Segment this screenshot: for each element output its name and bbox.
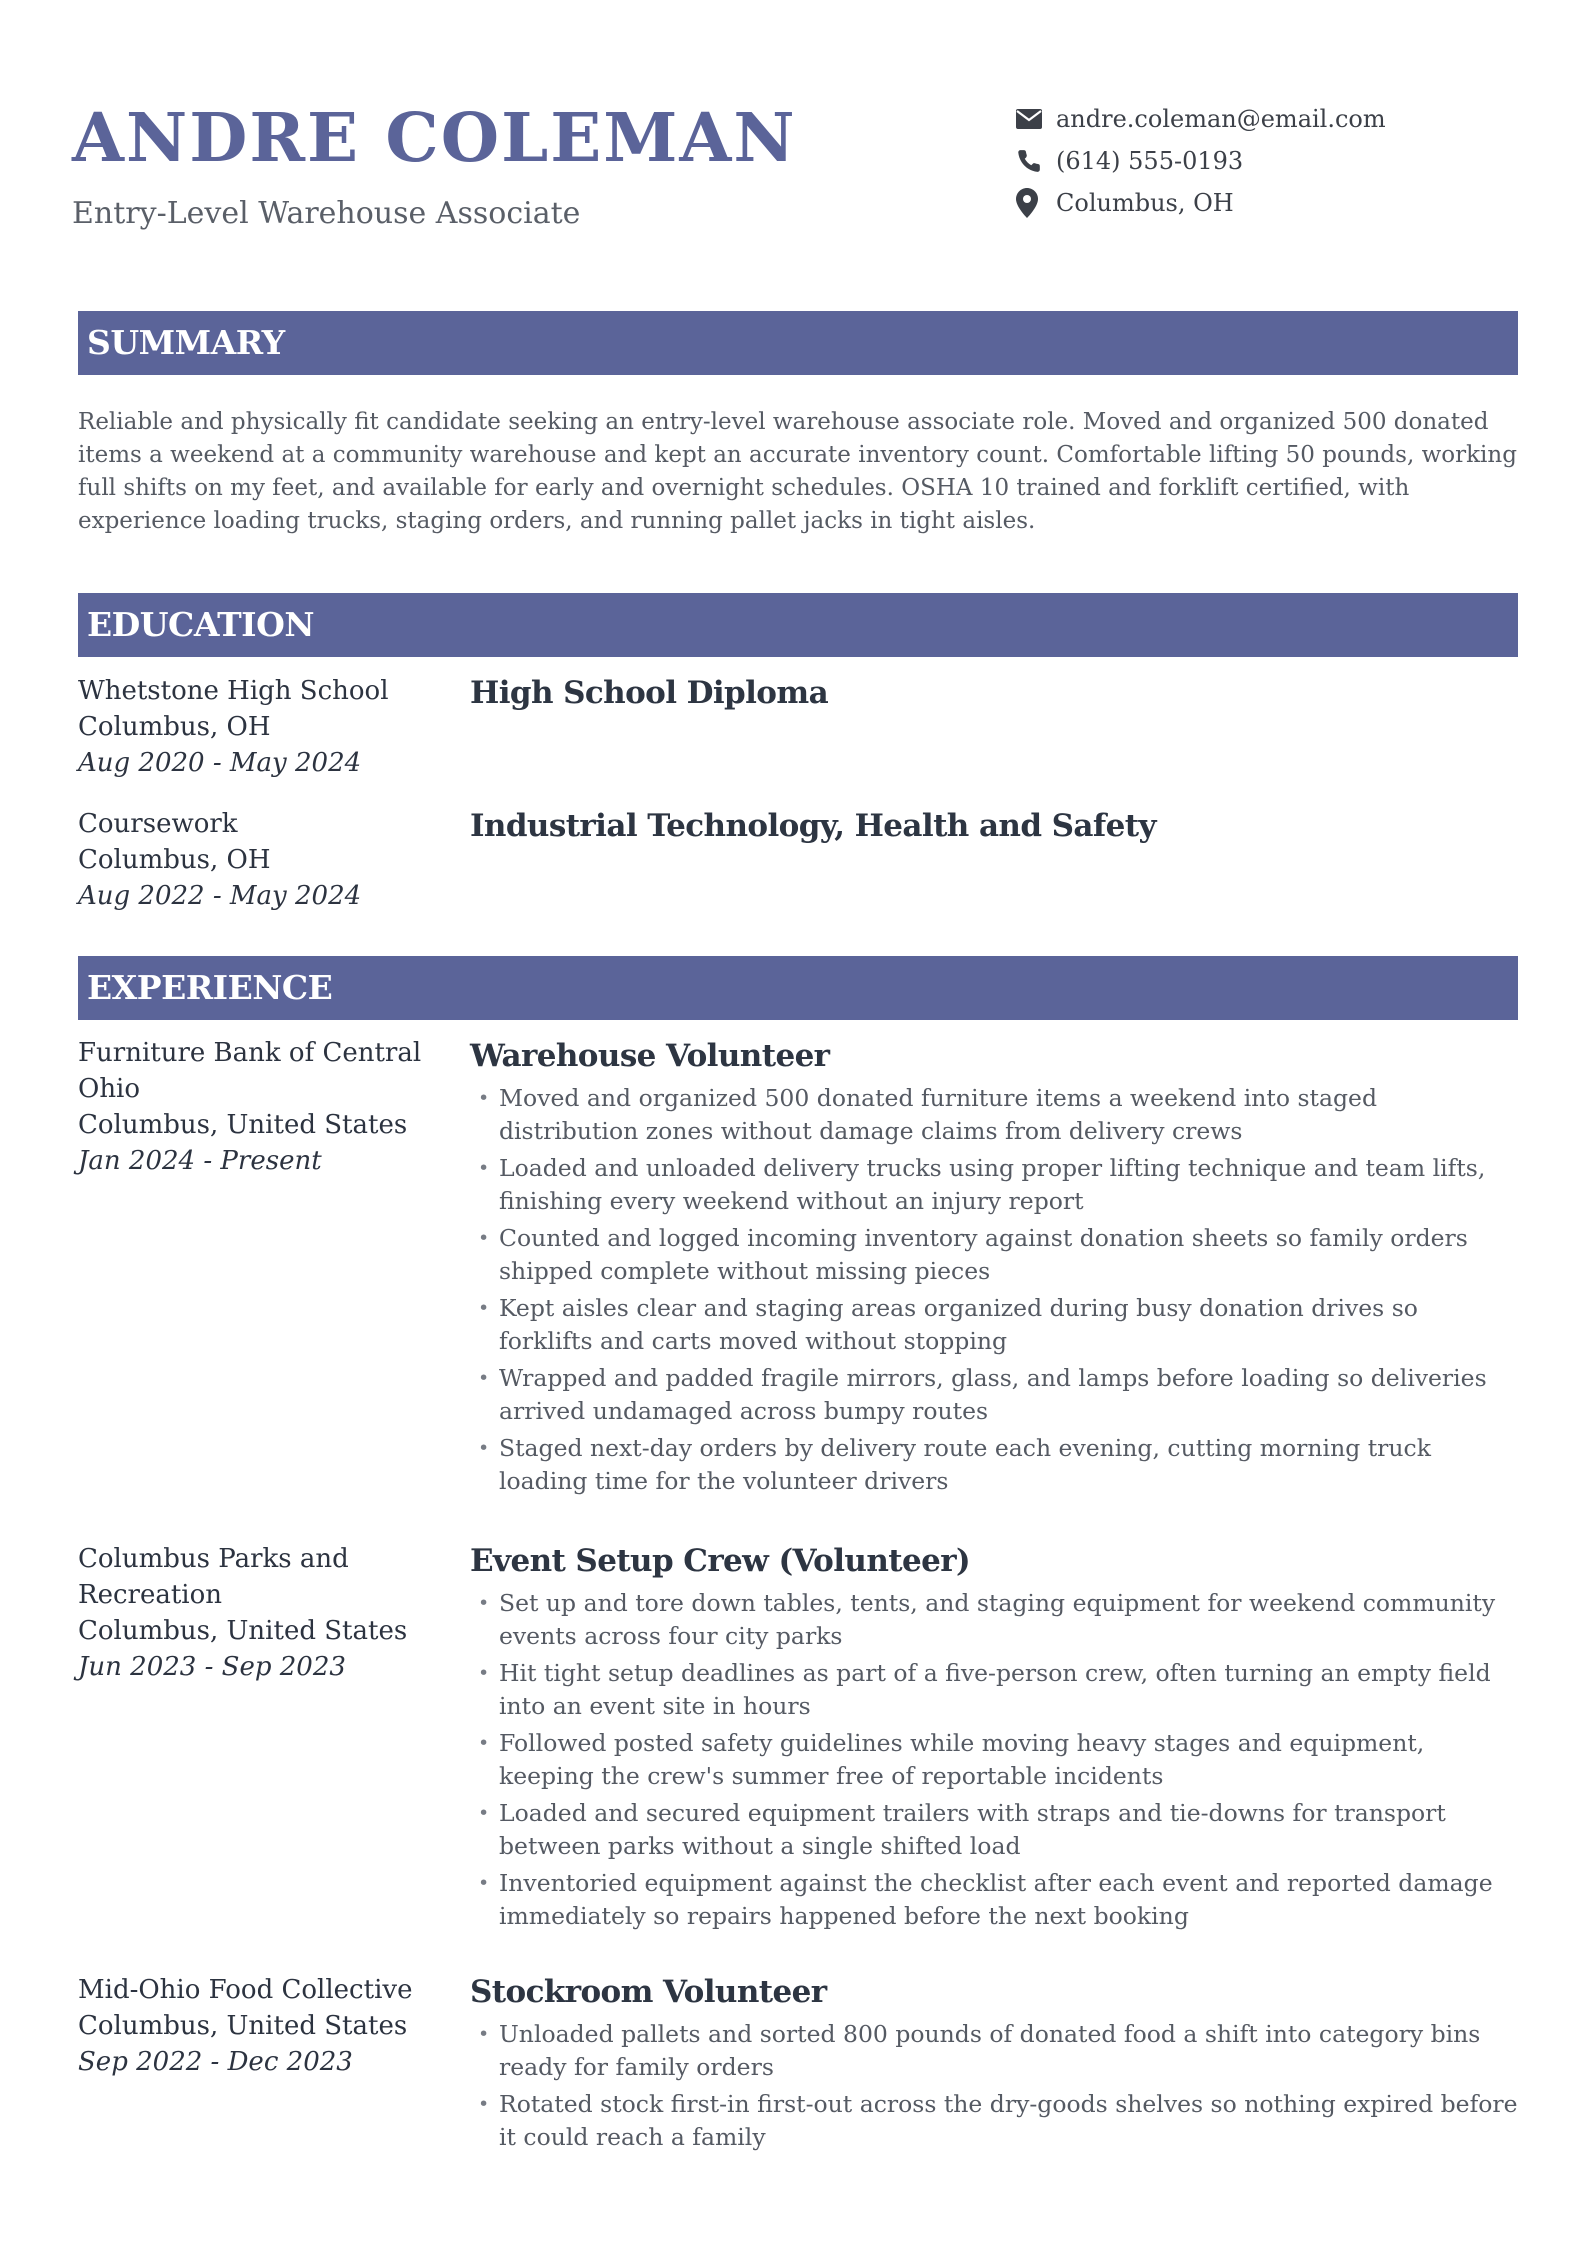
organization-location: Columbus, United States — [78, 1616, 408, 1646]
contact-email[interactable] — [1016, 98, 1386, 140]
envelope-icon — [1016, 109, 1056, 129]
bullet-item: • Loaded and unloaded delivery trucks using proper lifting technique and team lifts, finishing every weekend without an injury report — [470, 1152, 1518, 1218]
bullet-item: • Moved and organized 500 donated furniture items a weekend into staged distribution zones without damage claims from delivery crews — [470, 1082, 1518, 1148]
organization-location: Columbus, United States — [78, 2011, 408, 2041]
bullet-list — [470, 2018, 1518, 2154]
job-title: Stockroom Volunteer — [470, 1974, 827, 2010]
organization-location: Columbus, United States — [78, 1110, 408, 1140]
organization-name: Furniture Bank of Central Ohio — [78, 1038, 422, 1104]
education-heading: EDUCATION — [87, 605, 315, 644]
phone-icon — [1016, 148, 1056, 174]
school-name: Whetstone High School — [78, 676, 389, 706]
education-entry-meta — [78, 806, 458, 914]
bullet-item: • Hit tight setup deadlines as part of a five-person crew, often turning an empty field into an event site in hours — [470, 1657, 1518, 1723]
experience-entry-detail — [470, 1972, 1518, 2158]
experience-dates: Jun 2023 - Sep 2023 — [78, 1652, 346, 1682]
education-entry-detail — [470, 806, 1518, 846]
candidate-title: Entry-Level Warehouse Associate — [72, 196, 581, 231]
organization-name: Columbus Parks and Recreation — [78, 1544, 349, 1610]
bullet-item: • Kept aisles clear and staging areas organized during busy donation drives so forklifts and carts moved without stopping — [470, 1292, 1518, 1358]
education-entry-meta — [78, 673, 458, 781]
map-pin-icon — [1016, 188, 1056, 218]
bullet-item: • Staged next-day orders by delivery route each evening, cutting morning truck loading time for the volunteer drivers — [470, 1432, 1518, 1498]
job-title: Warehouse Volunteer — [470, 1038, 830, 1074]
experience-dates: Jan 2024 - Present — [78, 1146, 322, 1176]
candidate-name: ANDRE COLEMAN — [72, 98, 797, 177]
degree-title: Industrial Technology, Health and Safety — [470, 808, 1156, 844]
summary-heading-bar — [78, 311, 1518, 375]
education-entry-detail — [470, 673, 1518, 713]
contact-location — [1016, 182, 1386, 224]
contact-phone[interactable] — [1016, 140, 1386, 182]
degree-title: High School Diploma — [470, 675, 829, 711]
summary-text: Reliable and physically fit candidate seeking an entry-level warehouse associate role. Moved and organized 500 donated items a weekend at a community warehouse and kept an accurate inventory count. Comfortable lifting 50 pounds, working full shifts on my feet, and available for early and overnight schedules. OSHA 10 trained and forklift certified, with experience loading trucks, staging orders, and running pallet jacks in tight aisles. — [78, 409, 1517, 534]
bullet-item: • Followed posted safety guidelines while moving heavy stages and equipment, keeping the crew's summer free of reportable incidents — [470, 1727, 1518, 1793]
bullet-item: • Set up and tore down tables, tents, and staging equipment for weekend community events across four city parks — [470, 1587, 1518, 1653]
organization-name: Mid-Ohio Food Collective — [78, 1975, 413, 2005]
school-location: Columbus, OH — [78, 712, 271, 742]
location-text: Columbus, OH — [1056, 189, 1234, 217]
experience-entry-meta — [78, 1541, 458, 1685]
bullet-list — [470, 1082, 1518, 1498]
experience-entry-detail — [470, 1541, 1518, 1937]
education-dates: Aug 2022 - May 2024 — [78, 881, 362, 911]
experience-entry-meta — [78, 1035, 458, 1179]
bullet-item: • Loaded and secured equipment trailers with straps and tie-downs for transport between parks without a single shifted load — [470, 1797, 1518, 1863]
bullet-item: • Rotated stock first-in first-out across the dry-goods shelves so nothing expired before it could reach a family — [470, 2088, 1518, 2154]
phone-text: (614) 555-0193 — [1056, 147, 1244, 175]
experience-heading-bar — [78, 956, 1518, 1020]
bullet-item: • Wrapped and padded fragile mirrors, glass, and lamps before loading so deliveries arrived undamaged across bumpy routes — [470, 1362, 1518, 1428]
education-dates: Aug 2020 - May 2024 — [78, 748, 362, 778]
school-location: Columbus, OH — [78, 845, 271, 875]
education-heading-bar — [78, 593, 1518, 657]
bullet-list — [470, 1587, 1518, 1933]
summary-heading: SUMMARY — [87, 323, 285, 362]
experience-entry-meta — [78, 1972, 458, 2080]
email-text: andre.coleman@email.com — [1056, 105, 1386, 133]
bullet-item: • Unloaded pallets and sorted 800 pounds of donated food a shift into category bins ready for family orders — [470, 2018, 1518, 2084]
contact-block — [1016, 98, 1386, 224]
job-title: Event Setup Crew (Volunteer) — [470, 1543, 971, 1579]
school-name: Coursework — [78, 809, 238, 839]
bullet-item: • Counted and logged incoming inventory against donation sheets so family orders shipped complete without missing pieces — [470, 1222, 1518, 1288]
bullet-item: • Inventoried equipment against the checklist after each event and reported damage immediately so repairs happened before the next booking — [470, 1867, 1518, 1933]
experience-heading: EXPERIENCE — [87, 968, 333, 1007]
experience-entry-detail — [470, 1036, 1518, 1502]
experience-dates: Sep 2022 - Dec 2023 — [78, 2047, 353, 2077]
